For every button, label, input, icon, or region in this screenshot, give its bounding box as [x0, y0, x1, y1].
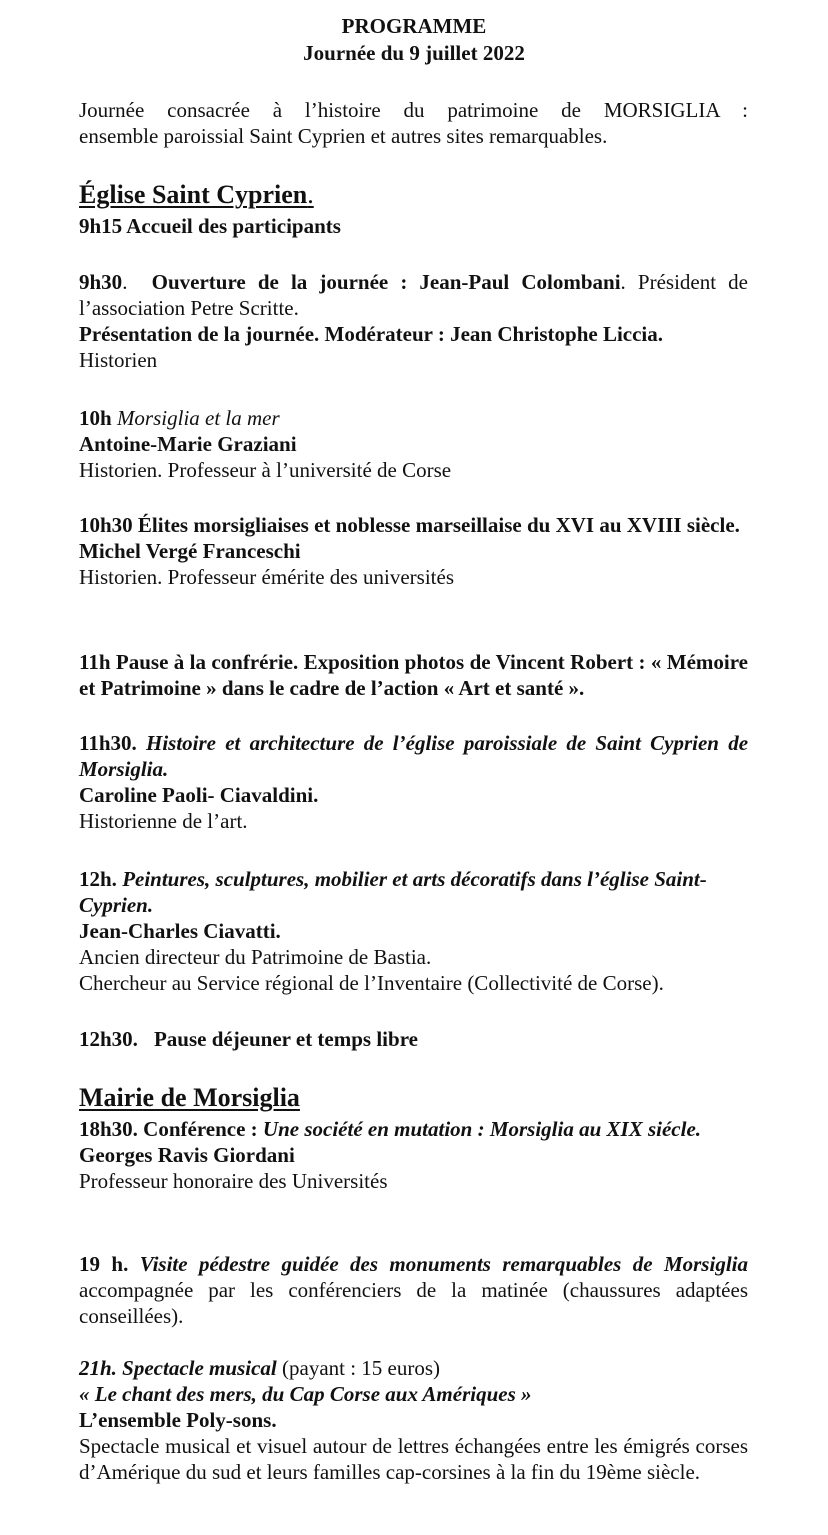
show-subtitle: « Le chant des mers, du Cap Corse aux Amériques »: [79, 1382, 532, 1406]
agenda-item-welcome: [79, 213, 748, 239]
talk1-speaker: Antoine-Marie Graziani: [79, 432, 297, 456]
venue-title: Mairie de Morsiglia: [79, 1083, 300, 1112]
agenda-item-talk-4: [79, 866, 748, 996]
welcome-text: 9h15 Accueil des participants: [79, 214, 341, 238]
opening-title: Ouverture de la journée : Jean-Paul Colombani: [151, 270, 621, 294]
opening-time-suffix: .: [122, 270, 128, 294]
show-desc: Spectacle musical et visuel autour de lettres échangées entre les émigrés corses d’Amérique du sud et leurs familles cap-corsines à la fin du 19ème siècle.: [79, 1434, 748, 1484]
talk2-role: Historien. Professeur émérite des universités: [79, 565, 454, 589]
agenda-item-opening: [79, 269, 748, 373]
venue-title-suffix: .: [307, 180, 314, 209]
visit-desc: accompagnée par les conférenciers de la matinée (chaussures adaptées conseillées).: [79, 1278, 748, 1328]
visit-title: Visite pédestre guidée des monuments remarquables de Morsiglia: [139, 1252, 748, 1276]
talk3-time: 11h30.: [79, 731, 137, 755]
agenda-item-conference: [79, 1116, 748, 1194]
programme-title: PROGRAMME: [341, 14, 487, 38]
intro-paragraph: [79, 97, 748, 149]
intro-line-2: ensemble paroissial Saint Cyprien et autres sites remarquables.: [79, 124, 608, 148]
presentation-title: Présentation de la journée. Modérateur : Jean Christophe Liccia.: [79, 322, 664, 346]
talk4-speaker: Jean-Charles Ciavatti.: [79, 919, 281, 943]
agenda-item-pause: [79, 649, 748, 701]
venue-eglise-heading: [79, 180, 748, 210]
agenda-item-talk-3: [79, 730, 748, 834]
talk1-time: 10h: [79, 406, 112, 430]
talk1-role: Historien. Professeur à l’université de Corse: [79, 458, 452, 482]
talk4-time: 12h.: [79, 867, 117, 891]
venue-mairie-heading: [79, 1083, 748, 1113]
conference-time: 18h30. Conférence :: [79, 1117, 263, 1141]
lunch-text: Pause déjeuner et temps libre: [153, 1027, 418, 1051]
presentation-role: Historien: [79, 348, 158, 372]
programme-date: Journée du 9 juillet 2022: [303, 41, 525, 65]
venue-name: Église Saint Cyprien: [79, 180, 308, 209]
agenda-item-talk-2: [79, 512, 748, 590]
visit-time: 19 h.: [79, 1252, 140, 1276]
talk2-title: 10h30 Élites morsigliaises et noblesse marseillaise du XVI au XVIII siècle.: [79, 513, 740, 537]
talk3-speaker: Caroline Paoli- Ciavaldini.: [79, 783, 319, 807]
agenda-item-show: [79, 1355, 748, 1485]
agenda-item-visit: [79, 1251, 748, 1329]
programme-header: [0, 13, 828, 67]
talk2-speaker: Michel Vergé Franceschi: [79, 539, 301, 563]
intro-line-1: Journée consacrée à l’histoire du patrimoine de MORSIGLIA :: [79, 98, 748, 122]
talk4-role-1: Ancien directeur du Patrimoine de Bastia.: [79, 945, 432, 969]
talk3-role: Historienne de l’art.: [79, 809, 248, 833]
conference-title: Une société en mutation : Morsiglia au XIX siécle.: [262, 1117, 702, 1141]
show-title: 21h. Spectacle musical: [79, 1356, 277, 1380]
conference-speaker: Georges Ravis Giordani: [79, 1143, 295, 1167]
talk4-title: Peintures, sculptures, mobilier et arts décoratifs dans l’église Saint-Cyprien.: [79, 867, 707, 917]
talk3-title: Histoire et architecture de l’église paroissiale de Saint Cyprien de Morsiglia.: [79, 731, 749, 781]
show-price: (payant : 15 euros): [276, 1356, 441, 1380]
opening-desc: . Président de l’association Petre Scritte.: [79, 270, 748, 320]
agenda-item-lunch: [79, 1026, 748, 1052]
show-ensemble: L’ensemble Poly-sons.: [79, 1408, 277, 1432]
lunch-time: 12h30.: [79, 1027, 138, 1051]
opening-time: 9h30: [79, 270, 123, 294]
agenda-item-talk-1: [79, 405, 748, 483]
venue-title: [79, 180, 748, 210]
conference-role: Professeur honoraire des Universités: [79, 1169, 388, 1193]
pause-text: 11h Pause à la confrérie. Exposition photos de Vincent Robert : « Mémoire et Patrimoine » dans le cadre de l’action « Art et santé ».: [79, 650, 748, 700]
talk1-title: Morsiglia et la mer: [116, 406, 280, 430]
talk4-role-2: Chercheur au Service régional de l’Inventaire (Collectivité de Corse).: [79, 971, 664, 995]
